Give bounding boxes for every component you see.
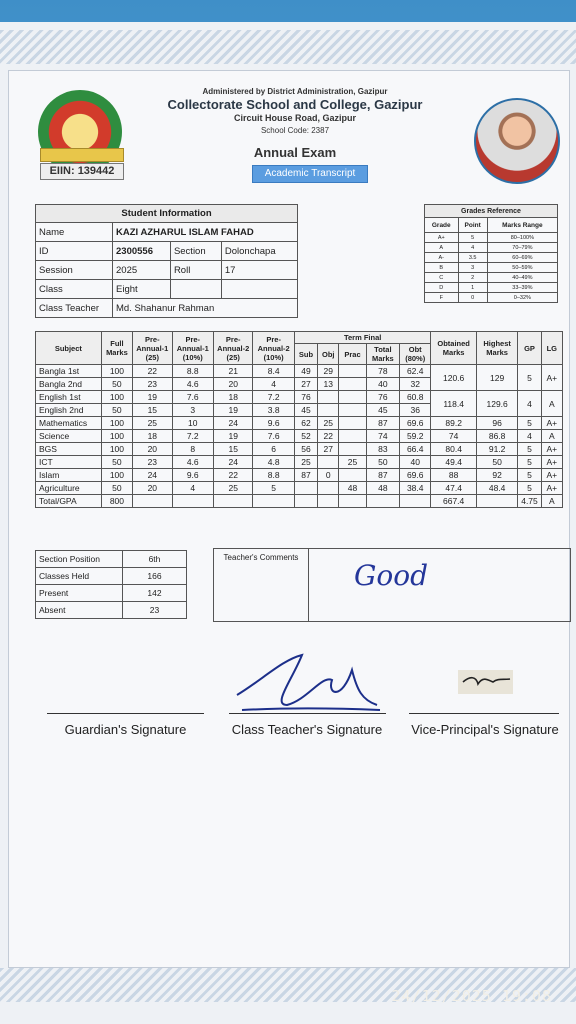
exam-title: Annual Exam bbox=[253, 145, 337, 160]
prac-cell bbox=[339, 404, 366, 417]
administered-by: Administered by District Administration, Gazipur bbox=[202, 87, 388, 96]
prac-cell bbox=[339, 469, 366, 482]
gp-cell: 4 bbox=[518, 391, 541, 417]
pa1-cell: 18 bbox=[133, 430, 172, 443]
logo-ribbon bbox=[40, 148, 124, 162]
point-cell: 3.5 bbox=[458, 253, 487, 263]
sub-cell: 56 bbox=[294, 443, 317, 456]
obtained-cell: 89.2 bbox=[431, 417, 477, 430]
prac-cell: 25 bbox=[339, 456, 366, 469]
total-cell: 48 bbox=[366, 482, 399, 495]
vice-principal-signature-label: Vice-Principal's Signature bbox=[411, 722, 559, 737]
prac-cell bbox=[339, 391, 366, 404]
range-cell: 40–49% bbox=[487, 273, 557, 283]
lg-cell: A+ bbox=[541, 417, 562, 430]
full-cell: 100 bbox=[101, 391, 132, 404]
subject-cell: Bangla 2nd bbox=[36, 378, 102, 391]
highest-cell: 129.6 bbox=[476, 391, 517, 417]
teacher-label: Class Teacher bbox=[36, 299, 113, 318]
pa1-cell: 22 bbox=[133, 365, 172, 378]
total-full: 800 bbox=[101, 495, 132, 508]
range-cell: 70–79% bbox=[487, 243, 557, 253]
sub-header: Sub bbox=[294, 344, 317, 365]
pa2p-cell: 6 bbox=[253, 443, 294, 456]
grades-title: Grades Reference bbox=[425, 205, 558, 218]
pa2-cell: 15 bbox=[213, 443, 252, 456]
lg-cell: A+ bbox=[541, 469, 562, 482]
guardian-signature-label: Guardian's Signature bbox=[64, 722, 187, 737]
full-cell: 50 bbox=[101, 482, 132, 495]
obj-cell bbox=[318, 456, 339, 469]
school-name: Collectorate School and College, Gazipur bbox=[167, 97, 423, 112]
grade-cell: A+ bbox=[425, 233, 459, 243]
subject-cell: English 1st bbox=[36, 391, 102, 404]
lg-header: LG bbox=[541, 332, 562, 365]
obt-cell: 38.4 bbox=[400, 482, 431, 495]
pa1p-cell: 10 bbox=[172, 417, 213, 430]
gpa-grade: A bbox=[541, 495, 562, 508]
point-cell: 1 bbox=[458, 283, 487, 293]
pa1p-cell: 4 bbox=[172, 482, 213, 495]
range-cell: 60–69% bbox=[487, 253, 557, 263]
pa1-cell: 15 bbox=[133, 404, 172, 417]
pa2-header: Pre-Annual-2 (25) bbox=[213, 332, 252, 365]
pa2p-cell: 8.8 bbox=[253, 469, 294, 482]
table-row bbox=[36, 482, 563, 495]
prac-cell bbox=[339, 430, 366, 443]
guardian-signature-line bbox=[47, 713, 204, 714]
obj-header: Obj bbox=[318, 344, 339, 365]
highest-cell: 91.2 bbox=[476, 443, 517, 456]
pa1p-cell: 7.6 bbox=[172, 391, 213, 404]
obtained-cell: 74 bbox=[431, 430, 477, 443]
attendance-table bbox=[35, 550, 187, 619]
subject-cell: Science bbox=[36, 430, 102, 443]
prac-cell: 48 bbox=[339, 482, 366, 495]
obt-cell: 59.2 bbox=[400, 430, 431, 443]
sub-cell: 49 bbox=[294, 365, 317, 378]
total-cell: 74 bbox=[366, 430, 399, 443]
teacher-comment: Good bbox=[354, 559, 429, 592]
student-roll: 17 bbox=[221, 261, 297, 280]
student-id: 2300556 bbox=[113, 242, 171, 261]
student-photo bbox=[474, 98, 560, 184]
pa2-cell: 19 bbox=[213, 430, 252, 443]
pa1p-cell: 3 bbox=[172, 404, 213, 417]
obtained-cell: 80.4 bbox=[431, 443, 477, 456]
student-name: KAZI AZHARUL ISLAM FAHAD bbox=[113, 223, 298, 242]
pa2-cell: 19 bbox=[213, 404, 252, 417]
table-row bbox=[36, 417, 563, 430]
grade-cell: A bbox=[425, 243, 459, 253]
total-cell: 45 bbox=[366, 404, 399, 417]
gpa-value: 4.75 bbox=[518, 495, 541, 508]
obj-cell: 29 bbox=[318, 365, 339, 378]
obtained-cell: 88 bbox=[431, 469, 477, 482]
pa2p-cell: 9.6 bbox=[253, 417, 294, 430]
section-position-label: Section Position bbox=[36, 551, 123, 568]
obj-cell: 22 bbox=[318, 430, 339, 443]
grades-reference-table bbox=[424, 204, 558, 303]
full-cell: 100 bbox=[101, 443, 132, 456]
grade-cell: C bbox=[425, 273, 459, 283]
pa1-cell: 23 bbox=[133, 456, 172, 469]
point-cell: 3 bbox=[458, 263, 487, 273]
table-row bbox=[36, 365, 563, 378]
session-label: Session bbox=[36, 261, 113, 280]
obtained-cell: 118.4 bbox=[431, 391, 477, 417]
full-cell: 50 bbox=[101, 404, 132, 417]
section-label: Section bbox=[170, 242, 221, 261]
student-section: Dolonchapa bbox=[221, 242, 297, 261]
class-teacher: Md. Shahanur Rahman bbox=[113, 299, 298, 318]
lg-cell: A+ bbox=[541, 443, 562, 456]
pa2p-cell: 8.4 bbox=[253, 365, 294, 378]
prac-cell bbox=[339, 443, 366, 456]
range-cell: 0–32% bbox=[487, 293, 557, 303]
sub-cell: 87 bbox=[294, 469, 317, 482]
full-cell: 50 bbox=[101, 456, 132, 469]
prac-cell bbox=[339, 378, 366, 391]
obj-cell: 0 bbox=[318, 469, 339, 482]
present-value: 142 bbox=[123, 585, 187, 602]
subject-cell: ICT bbox=[36, 456, 102, 469]
sub-cell: 27 bbox=[294, 378, 317, 391]
total-cell: 76 bbox=[366, 391, 399, 404]
classes-held-value: 166 bbox=[123, 568, 187, 585]
photo-timestamp: 24/12/2025 19:08 bbox=[391, 987, 552, 1005]
academic-transcript-badge: Academic Transcript bbox=[252, 165, 368, 183]
range-cell: 50–59% bbox=[487, 263, 557, 273]
obtained-cell: 120.6 bbox=[431, 365, 477, 391]
total-label: Total/GPA bbox=[36, 495, 102, 508]
sub-cell: 52 bbox=[294, 430, 317, 443]
pa1-cell: 25 bbox=[133, 417, 172, 430]
teacher-comments-label: Teacher's Comments bbox=[214, 549, 309, 621]
grade-cell: A- bbox=[425, 253, 459, 263]
table-row bbox=[36, 469, 563, 482]
lg-cell: A bbox=[541, 391, 562, 417]
pa2-cell: 21 bbox=[213, 365, 252, 378]
pa2-cell: 24 bbox=[213, 456, 252, 469]
obt-cell: 36 bbox=[400, 404, 431, 417]
subject-header: Subject bbox=[36, 332, 102, 365]
student-info-title: Student Information bbox=[36, 205, 298, 223]
class-teacher-signature-scribble bbox=[232, 650, 382, 715]
obt-cell: 32 bbox=[400, 378, 431, 391]
highest-cell: 86.8 bbox=[476, 430, 517, 443]
pa2p-cell: 3.8 bbox=[253, 404, 294, 417]
pa1-cell: 19 bbox=[133, 391, 172, 404]
pa1p-cell: 8.8 bbox=[172, 365, 213, 378]
prac-header: Prac bbox=[339, 344, 366, 365]
full-marks-header: Full Marks bbox=[101, 332, 132, 365]
total-cell: 40 bbox=[366, 378, 399, 391]
pa1-cell: 20 bbox=[133, 482, 172, 495]
class-label: Class bbox=[36, 280, 113, 299]
point-cell: 5 bbox=[458, 233, 487, 243]
pa1-pct-header: Pre-Annual-1 (10%) bbox=[172, 332, 213, 365]
present-label: Present bbox=[36, 585, 123, 602]
lg-cell: A+ bbox=[541, 456, 562, 469]
table-row bbox=[36, 430, 563, 443]
grade-cell: D bbox=[425, 283, 459, 293]
obt-cell: 62.4 bbox=[400, 365, 431, 378]
highest-header: Highest Marks bbox=[476, 332, 517, 365]
highest-cell: 129 bbox=[476, 365, 517, 391]
total-obtained: 667.4 bbox=[431, 495, 477, 508]
vice-principal-signature-line bbox=[409, 713, 559, 714]
obt-cell: 60.8 bbox=[400, 391, 431, 404]
student-info-table bbox=[35, 204, 298, 318]
gp-cell: 5 bbox=[518, 456, 541, 469]
pa1-cell: 23 bbox=[133, 378, 172, 391]
obj-cell: 25 bbox=[318, 417, 339, 430]
subject-cell: BGS bbox=[36, 443, 102, 456]
range-cell: 33–39% bbox=[487, 283, 557, 293]
obj-cell: 27 bbox=[318, 443, 339, 456]
grade-cell: B bbox=[425, 263, 459, 273]
prac-cell bbox=[339, 417, 366, 430]
pa1-header: Pre-Annual-1 (25) bbox=[133, 332, 172, 365]
sub-cell: 25 bbox=[294, 456, 317, 469]
pa1-cell: 20 bbox=[133, 443, 172, 456]
pa1p-cell: 9.6 bbox=[172, 469, 213, 482]
pa2p-cell: 7.6 bbox=[253, 430, 294, 443]
absent-label: Absent bbox=[36, 602, 123, 619]
highest-cell: 96 bbox=[476, 417, 517, 430]
full-cell: 100 bbox=[101, 365, 132, 378]
pa2-cell: 24 bbox=[213, 417, 252, 430]
total-cell: 87 bbox=[366, 469, 399, 482]
highest-cell: 92 bbox=[476, 469, 517, 482]
obt-cell: 66.4 bbox=[400, 443, 431, 456]
highest-cell: 48.4 bbox=[476, 482, 517, 495]
point-cell: 2 bbox=[458, 273, 487, 283]
term-final-header: Term Final bbox=[294, 332, 431, 344]
school-code: School Code: 2387 bbox=[260, 126, 330, 135]
subject-cell: Bangla 1st bbox=[36, 365, 102, 378]
obj-cell: 13 bbox=[318, 378, 339, 391]
subject-cell: English 2nd bbox=[36, 404, 102, 417]
grade-cell: F bbox=[425, 293, 459, 303]
school-address: Circuit House Road, Gazipur bbox=[233, 113, 356, 123]
student-class: Eight bbox=[113, 280, 171, 299]
gp-cell: 5 bbox=[518, 482, 541, 495]
lg-cell: A+ bbox=[541, 365, 562, 391]
gp-cell: 4 bbox=[518, 430, 541, 443]
pa2-cell: 25 bbox=[213, 482, 252, 495]
sub-cell: 76 bbox=[294, 391, 317, 404]
sub-cell: 45 bbox=[294, 404, 317, 417]
pa1p-cell: 4.6 bbox=[172, 378, 213, 391]
pa2p-cell: 5 bbox=[253, 482, 294, 495]
total-header: Total Marks bbox=[366, 344, 399, 365]
vice-principal-signature-scribble bbox=[458, 670, 513, 694]
pa2-cell: 20 bbox=[213, 378, 252, 391]
teacher-comments-box bbox=[213, 548, 571, 622]
obt-cell: 40 bbox=[400, 456, 431, 469]
pa2p-cell: 4.8 bbox=[253, 456, 294, 469]
gp-cell: 5 bbox=[518, 417, 541, 430]
full-cell: 50 bbox=[101, 378, 132, 391]
pa2p-cell: 7.2 bbox=[253, 391, 294, 404]
id-label: ID bbox=[36, 242, 113, 261]
pa2p-cell: 4 bbox=[253, 378, 294, 391]
marks-table bbox=[35, 331, 563, 508]
table-row bbox=[36, 391, 563, 404]
subject-cell: Agriculture bbox=[36, 482, 102, 495]
pa2-cell: 18 bbox=[213, 391, 252, 404]
point-cell: 4 bbox=[458, 243, 487, 253]
prac-cell bbox=[339, 365, 366, 378]
obt-cell: 69.6 bbox=[400, 417, 431, 430]
obt-cell: 69.6 bbox=[400, 469, 431, 482]
pa2-pct-header: Pre-Annual-2 (10%) bbox=[253, 332, 294, 365]
total-cell: 87 bbox=[366, 417, 399, 430]
subject-cell: Islam bbox=[36, 469, 102, 482]
name-label: Name bbox=[36, 223, 113, 242]
obtained-header: Obtained Marks bbox=[431, 332, 477, 365]
range-cell: 80–100% bbox=[487, 233, 557, 243]
highest-cell: 50 bbox=[476, 456, 517, 469]
roll-label: Roll bbox=[170, 261, 221, 280]
full-cell: 100 bbox=[101, 430, 132, 443]
obj-cell bbox=[318, 391, 339, 404]
pa1p-cell: 7.2 bbox=[172, 430, 213, 443]
range-header: Marks Range bbox=[487, 218, 557, 233]
gp-cell: 5 bbox=[518, 365, 541, 391]
decorative-border-top bbox=[0, 30, 576, 64]
absent-value: 23 bbox=[123, 602, 187, 619]
lg-cell: A+ bbox=[541, 482, 562, 495]
student-session: 2025 bbox=[113, 261, 171, 280]
pa1p-cell: 8 bbox=[172, 443, 213, 456]
gp-header: GP bbox=[518, 332, 541, 365]
subject-cell: Mathematics bbox=[36, 417, 102, 430]
total-cell: 50 bbox=[366, 456, 399, 469]
pa1p-cell: 4.6 bbox=[172, 456, 213, 469]
pa1-cell: 24 bbox=[133, 469, 172, 482]
point-cell: 0 bbox=[458, 293, 487, 303]
point-header: Point bbox=[458, 218, 487, 233]
section-position-value: 6th bbox=[123, 551, 187, 568]
obj-cell bbox=[318, 482, 339, 495]
teacher-signature-line bbox=[229, 713, 386, 714]
teacher-signature-label: Class Teacher's Signature bbox=[231, 722, 383, 737]
total-cell: 83 bbox=[366, 443, 399, 456]
table-row bbox=[36, 443, 563, 456]
table-row bbox=[36, 456, 563, 469]
gp-cell: 5 bbox=[518, 469, 541, 482]
obj-cell bbox=[318, 404, 339, 417]
obt80-header: Obt (80%) bbox=[400, 344, 431, 365]
full-cell: 100 bbox=[101, 417, 132, 430]
sub-cell bbox=[294, 482, 317, 495]
obtained-cell: 49.4 bbox=[431, 456, 477, 469]
grade-header: Grade bbox=[425, 218, 459, 233]
eiin-label: EIIN: 139442 bbox=[40, 163, 124, 180]
full-cell: 100 bbox=[101, 469, 132, 482]
total-cell: 78 bbox=[366, 365, 399, 378]
lg-cell: A bbox=[541, 430, 562, 443]
sub-cell: 62 bbox=[294, 417, 317, 430]
obtained-cell: 47.4 bbox=[431, 482, 477, 495]
pa2-cell: 22 bbox=[213, 469, 252, 482]
total-row bbox=[36, 495, 563, 508]
gp-cell: 5 bbox=[518, 443, 541, 456]
classes-held-label: Classes Held bbox=[36, 568, 123, 585]
